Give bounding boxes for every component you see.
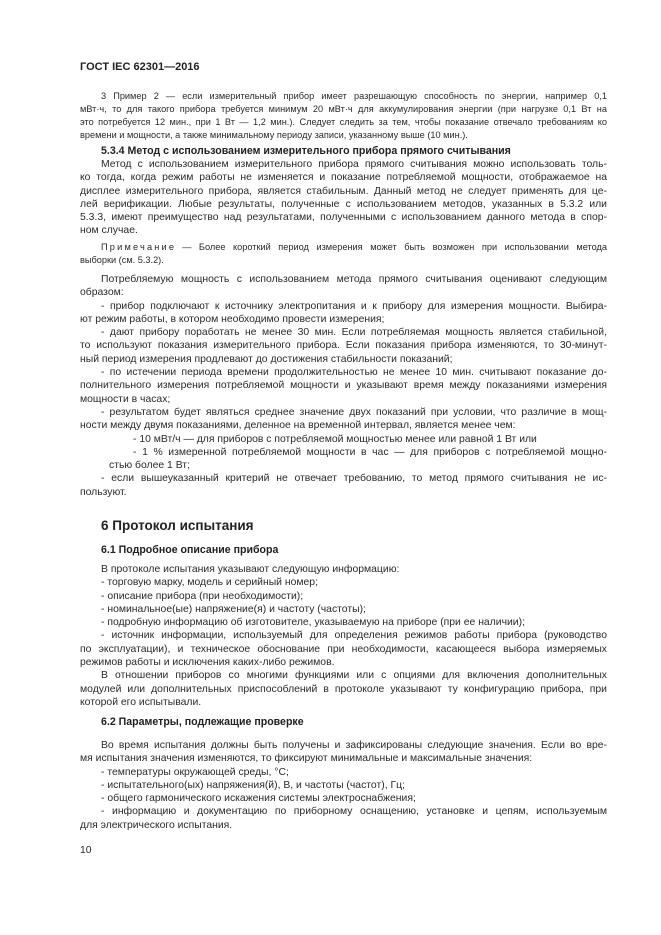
section-6-2-body — [80, 739, 607, 832]
text-line: модулей или дополнительных приспособлений в протоколе указывают ту конфигурацию прибора, при — [80, 683, 607, 695]
text-line: - общего гармонического искажения системы электроснабжения; — [101, 793, 416, 805]
text-line: ном случае. — [80, 225, 138, 237]
text-line: В протоколе испытания указывают следующую информацию: — [101, 564, 400, 575]
text-line: - испытательного(ых) напряжения(й), В, и частоты (частот), Гц; — [101, 779, 405, 791]
text-line: - результатом будет являться среднее значение двух показаний при условии, что различие в мощ- — [101, 406, 607, 418]
text-line: по эксплуатации), и техническое обоснование при необходимости, касающееся выбора измеряемых — [80, 643, 607, 655]
page-number: 10 — [80, 845, 92, 856]
text-line: то используют показания измерительного прибора. Если показания прибора изменяются, то 30-минут- — [80, 340, 607, 352]
text-line: - номинальное(ые) напряжение(я) и частоту (частоты); — [101, 603, 366, 615]
text-line: - информацию и документацию по приборному оснащению, установке и цепям, используемым — [101, 806, 607, 818]
text-line: Потребляемую мощность с использованием метода прямого считывания оценивают следующим — [101, 274, 607, 285]
section-6-1-heading: 6.1 Подробное описание прибора — [101, 544, 279, 556]
text-line: - 1 % измеренной потребляемой мощности в час — для приборов с потребляемой мощно- — [133, 446, 607, 458]
text-line: стью более 1 Вт; — [109, 460, 190, 472]
note — [80, 241, 607, 267]
document-header: ГОСТ IEC 62301—2016 — [80, 61, 200, 73]
text-line: дисплее измерительного прибора, является стабильным. Данный метод не следует применять для це- — [80, 185, 607, 197]
section-6-2-heading: 6.2 Параметры, подлежащие проверке — [101, 716, 304, 728]
text-line: которой его испытывали. — [80, 696, 202, 708]
text-line: мВт·ч, то для такого прибора требуется минимум 20 мВт·ч для аккумулирования энергии (при нагрузке 0,1 Вт на — [80, 104, 607, 114]
section-5-3-4-body — [80, 158, 607, 238]
text-line: это потребуется 12 мин., при 1 Вт — 1,2 мин.). Следует следить за тем, чтобы показание отвечало требованиям ко — [80, 117, 607, 127]
text-line: - дают прибору поработать не менее 30 мин. Если потребляемая мощность является стабильной, — [101, 327, 607, 339]
text-line: Метод с использованием измерительного прибора прямого считывания можно использовать толь- — [101, 159, 607, 170]
text-line: ко тогда, когда режим работы не изменяется и показание потребляемой мощности, отображаемое на — [80, 172, 607, 184]
text-line: полнительного измерения потребляемой мощности и указывают время между показаниями измерения — [80, 380, 607, 392]
text-line: - подробную информацию об изготовителе, указываемую на приборе (при ее наличии); — [101, 617, 525, 629]
text-line: - 10 мВт/ч — для приборов с потребляемой мощностью менее или равной 1 Вт или — [133, 433, 537, 445]
text-line: мощности в часах; — [80, 393, 171, 405]
text-line: - по истечении периода времени продолжительностью не менее 10 мин. считывают показание до- — [101, 367, 607, 379]
note-label: Примечание — [101, 242, 177, 252]
example-note — [80, 90, 607, 142]
text-line: 3 Пример 2 — если измерительный прибор имеет разрешающую способность по энергии, например 0,1 — [101, 91, 607, 101]
section-6-heading: 6 Протокол испытания — [101, 518, 254, 533]
text-line: ности между двумя показаниями, деленное на временной интервал, является менее чем: — [80, 420, 516, 432]
text-line: для электрического испытания. — [80, 819, 233, 831]
text-line: - описание прибора (при необходимости); — [101, 590, 304, 602]
text-line: режимов работы и исключения каких-либо режимов. — [80, 657, 335, 669]
text-line: мя испытания значения изменяются, то фиксируют минимальные и максимальные значения: — [80, 753, 533, 765]
text-line: - источник информации, используемый для определения режимов работы прибора (руководство — [101, 630, 607, 642]
text-line: выборки (см. 5.3.2). — [80, 255, 164, 265]
text-line — [80, 241, 607, 254]
text-line: - если вышеуказанный критерий не отвечает требованию, то метод прямого считывания не ис- — [101, 473, 607, 485]
text-line: 5.3.3, имеют преимущество над результатами, полученными с использованием данного метода в спор- — [80, 212, 607, 224]
text-line: В отношении приборов со многими функциями или с опциями для включения дополнительных — [101, 670, 607, 682]
text-line: ют режим работы, в котором необходимо провести измерения; — [80, 313, 385, 325]
text-line: Во время испытания должны быть получены и зафиксированы следующие значения. Если во вре- — [101, 740, 607, 751]
direct-reading-procedure — [80, 273, 607, 499]
section-5-3-4-heading: 5.3.4 Метод с использованием измерительного прибора прямого считывания — [101, 145, 511, 157]
text-line: образом: — [80, 287, 124, 299]
text-line: - торговую марку, модель и серийный номер; — [101, 577, 318, 589]
text-line: пользуют. — [80, 486, 127, 498]
text-line: времени и мощности, а также минимальному периоду записи, указанному выше (10 мин.). — [80, 130, 468, 140]
text-line: - прибор подключают к источнику электропитания и к прибору для измерения мощности. Выбира- — [101, 300, 607, 312]
text-line: ный период измерения продлевают до достижения стабильности показаний; — [80, 353, 453, 365]
section-6-1-body — [80, 563, 607, 709]
text-line: лей верификации. Любые результаты, полученные с использованием методов, указанных в 5.3.2 или — [80, 198, 607, 210]
text-line: - температуры окружающей среды, °С; — [101, 766, 289, 778]
note-text: — Более короткий период измерения может быть возможен при использовании метода — [182, 242, 607, 252]
